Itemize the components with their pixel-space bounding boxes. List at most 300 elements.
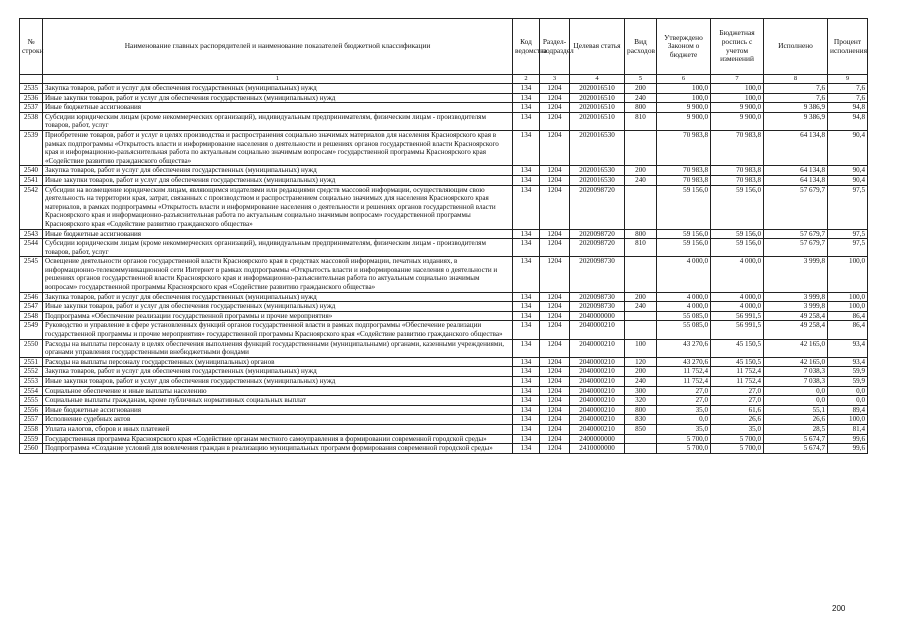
row-number: 2557 <box>20 415 43 425</box>
percent-cell: 100,0 <box>828 292 868 302</box>
row-number: 2560 <box>20 444 43 454</box>
section-cell: 1204 <box>540 405 570 415</box>
executed-amount-cell: 9 386,9 <box>764 103 828 113</box>
target-article-cell: 2040000210 <box>570 367 625 377</box>
row-number: 2558 <box>20 424 43 434</box>
percent-cell: 0,0 <box>828 396 868 406</box>
expense-type-cell: 800 <box>625 229 657 239</box>
executed-amount-cell: 0,0 <box>764 386 828 396</box>
table-row <box>20 396 868 406</box>
expense-type-cell: 850 <box>625 424 657 434</box>
budget-list-amount-cell: 56 991,5 <box>711 321 764 339</box>
budget-list-amount-cell: 11 752,4 <box>711 377 764 387</box>
executed-amount-cell: 57 679,7 <box>764 229 828 239</box>
section-cell: 1204 <box>540 112 570 130</box>
percent-cell: 90,4 <box>828 130 868 165</box>
row-number: 2556 <box>20 405 43 415</box>
row-number: 2553 <box>20 377 43 387</box>
section-cell: 1204 <box>540 103 570 113</box>
executed-amount-cell: 5 674,7 <box>764 434 828 444</box>
target-article-cell: 2040000210 <box>570 405 625 415</box>
approved-amount-cell: 59 156,0 <box>657 185 711 229</box>
table-row <box>20 84 868 94</box>
table-row <box>20 239 868 257</box>
dept-code-cell: 134 <box>513 239 540 257</box>
section-cell: 1204 <box>540 93 570 103</box>
approved-amount-cell: 70 983,8 <box>657 130 711 165</box>
target-article-cell: 2020016510 <box>570 112 625 130</box>
header-percent: Процент исполнения <box>828 19 868 75</box>
row-number: 2536 <box>20 93 43 103</box>
table-row <box>20 321 868 339</box>
budget-list-amount-cell: 9 900,0 <box>711 103 764 113</box>
row-name: Исполнение судебных актов <box>43 415 513 425</box>
table-row <box>20 357 868 367</box>
table-row <box>20 175 868 185</box>
approved-amount-cell: 27,0 <box>657 386 711 396</box>
dept-code-cell: 134 <box>513 257 540 292</box>
table-row <box>20 339 868 357</box>
executed-amount-cell: 7,6 <box>764 93 828 103</box>
table-row <box>20 311 868 321</box>
budget-list-amount-cell: 70 983,8 <box>711 130 764 165</box>
budget-list-amount-cell: 4 000,0 <box>711 257 764 292</box>
section-cell: 1204 <box>540 396 570 406</box>
section-cell: 1204 <box>540 415 570 425</box>
row-name: Государственная программа Красноярского края «Содействие органам местного самоуправления в формировании современной городской среды» <box>43 434 513 444</box>
row-name: Подпрограмма «Создание условий для вовлечения граждан в реализацию муниципальных программ формирования современной городской среды» <box>43 444 513 454</box>
approved-amount-cell: 11 752,4 <box>657 377 711 387</box>
executed-amount-cell: 28,5 <box>764 424 828 434</box>
target-article-cell: 2020016510 <box>570 103 625 113</box>
column-number-row <box>20 75 868 84</box>
approved-amount-cell: 43 270,6 <box>657 339 711 357</box>
expense-type-cell: 810 <box>625 112 657 130</box>
row-name: Иные закупки товаров, работ и услуг для обеспечения государственных (муниципальных) нужд <box>43 93 513 103</box>
section-cell: 1204 <box>540 229 570 239</box>
table-row <box>20 377 868 387</box>
section-cell: 1204 <box>540 367 570 377</box>
table-row <box>20 166 868 176</box>
table-row <box>20 444 868 454</box>
row-number: 2559 <box>20 434 43 444</box>
target-article-cell: 2020098730 <box>570 257 625 292</box>
target-article-cell: 2400000000 <box>570 434 625 444</box>
executed-amount-cell: 64 134,8 <box>764 166 828 176</box>
row-number: 2549 <box>20 321 43 339</box>
budget-list-amount-cell: 35,0 <box>711 424 764 434</box>
header-section: Раздел-подраздел <box>540 19 570 75</box>
row-number: 2535 <box>20 84 43 94</box>
target-article-cell: 2040000210 <box>570 424 625 434</box>
approved-amount-cell: 43 270,6 <box>657 357 711 367</box>
section-cell: 1204 <box>540 130 570 165</box>
target-article-cell: 2040000210 <box>570 377 625 387</box>
target-article-cell: 2020016510 <box>570 84 625 94</box>
row-name: Освещение деятельности органов государственной власти Красноярского края в средствах массовой информации, печатных изданиях, в информационно-телекоммуникационной сети Интернет в рамках подпрограммы «Открытость власти и информирование населения о деятельности и решениях органов государственной власти Красноярского края и информационно-разъяснительная работа по актуальным социально значимым вопросам» государственной программы Красноярского края «Содействие развитию гражданского общества» <box>43 257 513 292</box>
header-budget-list: Бюджетная роспись с учетом изменений <box>711 19 764 75</box>
percent-cell: 100,0 <box>828 415 868 425</box>
table-row <box>20 185 868 229</box>
executed-amount-cell: 0,0 <box>764 396 828 406</box>
executed-amount-cell: 49 258,4 <box>764 321 828 339</box>
expense-type-cell: 240 <box>625 175 657 185</box>
dept-code-cell: 134 <box>513 357 540 367</box>
approved-amount-cell: 100,0 <box>657 84 711 94</box>
row-name: Закупка товаров, работ и услуг для обеспечения государственных (муниципальных) нужд <box>43 367 513 377</box>
section-cell: 1204 <box>540 444 570 454</box>
expense-type-cell: 240 <box>625 302 657 312</box>
dept-code-cell: 134 <box>513 175 540 185</box>
percent-cell: 86,4 <box>828 311 868 321</box>
target-article-cell: 2040000210 <box>570 321 625 339</box>
row-number: 2538 <box>20 112 43 130</box>
row-name: Субсидии юридическим лицам (кроме некоммерческих организаций), индивидуальным предпринимателям, физическим лицам - производителям товаров, работ, услуг <box>43 112 513 130</box>
budget-list-amount-cell: 9 900,0 <box>711 112 764 130</box>
expense-type-cell: 200 <box>625 166 657 176</box>
dept-code-cell: 134 <box>513 311 540 321</box>
budget-list-amount-cell: 59 156,0 <box>711 239 764 257</box>
row-name: Иные бюджетные ассигнования <box>43 229 513 239</box>
percent-cell: 93,4 <box>828 339 868 357</box>
approved-amount-cell: 55 085,0 <box>657 311 711 321</box>
executed-amount-cell: 3 999,8 <box>764 302 828 312</box>
target-article-cell: 2040000000 <box>570 311 625 321</box>
table-row <box>20 257 868 292</box>
section-cell: 1204 <box>540 185 570 229</box>
row-name: Расходы на выплаты персоналу в целях обеспечения выполнения функций государственными (муниципальными) органами, казенными учреждениями, органами управления государственными внебюджетными фондами <box>43 339 513 357</box>
percent-cell: 99,6 <box>828 444 868 454</box>
row-number: 2539 <box>20 130 43 165</box>
dept-code-cell: 134 <box>513 130 540 165</box>
dept-code-cell: 134 <box>513 166 540 176</box>
column-number: 5 <box>625 75 657 84</box>
percent-cell: 94,8 <box>828 112 868 130</box>
row-number: 2546 <box>20 292 43 302</box>
executed-amount-cell: 57 679,7 <box>764 185 828 229</box>
row-name: Закупка товаров, работ и услуг для обеспечения государственных (муниципальных) нужд <box>43 166 513 176</box>
dept-code-cell: 134 <box>513 93 540 103</box>
expense-type-cell: 800 <box>625 405 657 415</box>
percent-cell: 89,4 <box>828 405 868 415</box>
row-number: 2537 <box>20 103 43 113</box>
row-number: 2555 <box>20 396 43 406</box>
column-number: 4 <box>570 75 625 84</box>
section-cell: 1204 <box>540 377 570 387</box>
approved-amount-cell: 35,0 <box>657 424 711 434</box>
budget-list-amount-cell: 61,6 <box>711 405 764 415</box>
budget-list-amount-cell: 5 700,0 <box>711 434 764 444</box>
expense-type-cell <box>625 130 657 165</box>
expense-type-cell <box>625 321 657 339</box>
expense-type-cell: 830 <box>625 415 657 425</box>
row-name: Иные бюджетные ассигнования <box>43 405 513 415</box>
expense-type-cell: 240 <box>625 377 657 387</box>
percent-cell: 100,0 <box>828 257 868 292</box>
dept-code-cell: 134 <box>513 229 540 239</box>
expense-type-cell: 120 <box>625 357 657 367</box>
expense-type-cell: 240 <box>625 93 657 103</box>
budget-list-amount-cell: 70 983,8 <box>711 175 764 185</box>
table-row <box>20 367 868 377</box>
percent-cell: 7,6 <box>828 84 868 94</box>
percent-cell: 7,6 <box>828 93 868 103</box>
row-number: 2554 <box>20 386 43 396</box>
row-number: 2541 <box>20 175 43 185</box>
approved-amount-cell: 100,0 <box>657 93 711 103</box>
row-number: 2547 <box>20 302 43 312</box>
percent-cell: 97,5 <box>828 185 868 229</box>
budget-list-amount-cell: 100,0 <box>711 84 764 94</box>
executed-amount-cell: 42 165,0 <box>764 357 828 367</box>
header-expense-type: Вид расходов <box>625 19 657 75</box>
dept-code-cell: 134 <box>513 434 540 444</box>
percent-cell: 100,0 <box>828 302 868 312</box>
percent-cell: 94,8 <box>828 103 868 113</box>
column-number: 6 <box>657 75 711 84</box>
row-number: 2542 <box>20 185 43 229</box>
row-name: Закупка товаров, работ и услуг для обеспечения государственных (муниципальных) нужд <box>43 84 513 94</box>
executed-amount-cell: 7,6 <box>764 84 828 94</box>
executed-amount-cell: 64 134,8 <box>764 175 828 185</box>
expense-type-cell <box>625 434 657 444</box>
dept-code-cell: 134 <box>513 377 540 387</box>
budget-list-amount-cell: 70 983,8 <box>711 166 764 176</box>
table-row <box>20 130 868 165</box>
target-article-cell: 2020016510 <box>570 93 625 103</box>
row-name: Подпрограмма «Обеспечение реализации государственной программы и прочие мероприятия» <box>43 311 513 321</box>
expense-type-cell <box>625 185 657 229</box>
dept-code-cell: 134 <box>513 292 540 302</box>
percent-cell: 59,9 <box>828 377 868 387</box>
budget-list-amount-cell: 11 752,4 <box>711 367 764 377</box>
section-cell: 1204 <box>540 424 570 434</box>
budget-list-amount-cell: 4 000,0 <box>711 292 764 302</box>
percent-cell: 0,0 <box>828 386 868 396</box>
approved-amount-cell: 59 156,0 <box>657 239 711 257</box>
budget-list-amount-cell: 27,0 <box>711 386 764 396</box>
column-number: 8 <box>764 75 828 84</box>
row-number: 2540 <box>20 166 43 176</box>
target-article-cell: 2040000210 <box>570 396 625 406</box>
section-cell: 1204 <box>540 311 570 321</box>
expense-type-cell: 200 <box>625 367 657 377</box>
expense-type-cell: 100 <box>625 339 657 357</box>
dept-code-cell: 134 <box>513 424 540 434</box>
table-row <box>20 434 868 444</box>
section-cell: 1204 <box>540 321 570 339</box>
budget-list-amount-cell: 56 991,5 <box>711 311 764 321</box>
row-name: Приобретение товаров, работ и услуг в целях производства и распространения социально значимых материалов для населения Красноярского края в рамках подпрограммы «Открытость власти и информирование населения о деятельности и решениях органов государственной власти Красноярского края и информационно-разъяснительная работа по актуальным социально значимым вопросам» государственной программы Красноярского края «Содействие развитию гражданского общества» <box>43 130 513 165</box>
section-cell: 1204 <box>540 357 570 367</box>
section-cell: 1204 <box>540 175 570 185</box>
target-article-cell: 2020016530 <box>570 130 625 165</box>
row-name: Социальное обеспечение и иные выплаты населению <box>43 386 513 396</box>
approved-amount-cell: 4 000,0 <box>657 257 711 292</box>
budget-list-amount-cell: 4 000,0 <box>711 302 764 312</box>
section-cell: 1204 <box>540 292 570 302</box>
approved-amount-cell: 35,0 <box>657 405 711 415</box>
budget-execution-table <box>19 18 868 454</box>
row-number: 2552 <box>20 367 43 377</box>
column-number: 7 <box>711 75 764 84</box>
budget-list-amount-cell: 45 150,5 <box>711 339 764 357</box>
approved-amount-cell: 55 085,0 <box>657 321 711 339</box>
target-article-cell: 2020016530 <box>570 166 625 176</box>
dept-code-cell: 134 <box>513 321 540 339</box>
target-article-cell: 2040000210 <box>570 339 625 357</box>
row-number: 2543 <box>20 229 43 239</box>
percent-cell: 97,5 <box>828 229 868 239</box>
percent-cell: 99,6 <box>828 434 868 444</box>
expense-type-cell: 200 <box>625 84 657 94</box>
row-name: Иные закупки товаров, работ и услуг для обеспечения государственных (муниципальных) нужд <box>43 175 513 185</box>
percent-cell: 86,4 <box>828 321 868 339</box>
approved-amount-cell: 0,0 <box>657 415 711 425</box>
target-article-cell: 2020016530 <box>570 175 625 185</box>
approved-amount-cell: 59 156,0 <box>657 229 711 239</box>
row-name: Социальные выплаты гражданам, кроме публичных нормативных социальных выплат <box>43 396 513 406</box>
dept-code-cell: 134 <box>513 386 540 396</box>
executed-amount-cell: 5 674,7 <box>764 444 828 454</box>
section-cell: 1204 <box>540 239 570 257</box>
target-article-cell: 2040000210 <box>570 357 625 367</box>
target-article-cell: 2410000000 <box>570 444 625 454</box>
row-number: 2550 <box>20 339 43 357</box>
approved-amount-cell: 4 000,0 <box>657 302 711 312</box>
table-row <box>20 302 868 312</box>
row-name: Иные закупки товаров, работ и услуг для обеспечения государственных (муниципальных) нужд <box>43 302 513 312</box>
header-target: Целевая статья <box>570 19 625 75</box>
expense-type-cell: 320 <box>625 396 657 406</box>
row-name: Иные бюджетные ассигнования <box>43 103 513 113</box>
budget-list-amount-cell: 27,0 <box>711 396 764 406</box>
table-row <box>20 292 868 302</box>
table-row <box>20 405 868 415</box>
expense-type-cell <box>625 444 657 454</box>
page-number: 200 <box>832 604 846 613</box>
header-executed: Исполнено <box>764 19 828 75</box>
target-article-cell: 2020098730 <box>570 302 625 312</box>
approved-amount-cell: 11 752,4 <box>657 367 711 377</box>
dept-code-cell: 134 <box>513 112 540 130</box>
executed-amount-cell: 42 165,0 <box>764 339 828 357</box>
target-article-cell: 2040000210 <box>570 386 625 396</box>
executed-amount-cell: 3 999,8 <box>764 257 828 292</box>
approved-amount-cell: 70 983,8 <box>657 166 711 176</box>
section-cell: 1204 <box>540 257 570 292</box>
table-row <box>20 93 868 103</box>
row-name: Закупка товаров, работ и услуг для обеспечения государственных (муниципальных) нужд <box>43 292 513 302</box>
dept-code-cell: 134 <box>513 302 540 312</box>
percent-cell: 90,4 <box>828 175 868 185</box>
header-row <box>20 19 868 75</box>
row-name: Иные закупки товаров, работ и услуг для обеспечения государственных (муниципальных) нужд <box>43 377 513 387</box>
executed-amount-cell: 26,6 <box>764 415 828 425</box>
expense-type-cell: 800 <box>625 103 657 113</box>
section-cell: 1204 <box>540 434 570 444</box>
row-name: Руководство и управление в сфере установленных функций органов государственной власти в рамках подпрограммы «Обеспечение реализации государственной программы и прочие мероприятия» государственной программы Красноярского края «Содействие развитию гражданского общества» <box>43 321 513 339</box>
column-number <box>20 75 43 84</box>
percent-cell: 59,9 <box>828 367 868 377</box>
approved-amount-cell: 5 700,0 <box>657 434 711 444</box>
expense-type-cell <box>625 311 657 321</box>
dept-code-cell: 134 <box>513 444 540 454</box>
row-name: Субсидии на возмещение юридическим лицам, являющимся издателями или редакциями средств массовой информации, осуществляющим свою деятельность на территории края, затрат, связанных с производством и распространением социально значимых для населения Красноярского края материалов, в рамках подпрограммы «Открытость власти и информирование населения о деятельности и решениях органов государственной власти Красноярского края и информационно-разъяснительная работа по актуальным социально значимым вопросам» государственной программы Красноярского края «Содействие развитию гражданского общества» <box>43 185 513 229</box>
approved-amount-cell: 5 700,0 <box>657 444 711 454</box>
approved-amount-cell: 9 900,0 <box>657 112 711 130</box>
section-cell: 1204 <box>540 386 570 396</box>
table-row <box>20 386 868 396</box>
dept-code-cell: 134 <box>513 396 540 406</box>
percent-cell: 97,5 <box>828 239 868 257</box>
dept-code-cell: 134 <box>513 415 540 425</box>
executed-amount-cell: 7 038,3 <box>764 367 828 377</box>
percent-cell: 81,4 <box>828 424 868 434</box>
percent-cell: 90,4 <box>828 166 868 176</box>
approved-amount-cell: 70 983,8 <box>657 175 711 185</box>
budget-list-amount-cell: 59 156,0 <box>711 229 764 239</box>
table-row <box>20 424 868 434</box>
target-article-cell: 2040000210 <box>570 415 625 425</box>
executed-amount-cell: 9 386,9 <box>764 112 828 130</box>
header-dept-code: Код ведомства <box>513 19 540 75</box>
executed-amount-cell: 64 134,8 <box>764 130 828 165</box>
budget-list-amount-cell: 26,6 <box>711 415 764 425</box>
row-name: Расходы на выплаты персоналу государственных (муниципальных) органов <box>43 357 513 367</box>
dept-code-cell: 134 <box>513 367 540 377</box>
column-number: 2 <box>513 75 540 84</box>
row-name: Субсидии юридическим лицам (кроме некоммерческих организаций), индивидуальным предпринимателям, физическим лицам - производителям товаров, работ, услуг <box>43 239 513 257</box>
executed-amount-cell: 55,1 <box>764 405 828 415</box>
column-number: 3 <box>540 75 570 84</box>
budget-list-amount-cell: 100,0 <box>711 93 764 103</box>
section-cell: 1204 <box>540 339 570 357</box>
budget-list-amount-cell: 45 150,5 <box>711 357 764 367</box>
expense-type-cell: 300 <box>625 386 657 396</box>
column-number: 1 <box>43 75 513 84</box>
dept-code-cell: 134 <box>513 339 540 357</box>
section-cell: 1204 <box>540 84 570 94</box>
dept-code-cell: 134 <box>513 103 540 113</box>
row-name: Уплата налогов, сборов и иных платежей <box>43 424 513 434</box>
budget-list-amount-cell: 59 156,0 <box>711 185 764 229</box>
expense-type-cell: 810 <box>625 239 657 257</box>
row-number: 2548 <box>20 311 43 321</box>
expense-type-cell <box>625 257 657 292</box>
executed-amount-cell: 3 999,8 <box>764 292 828 302</box>
header-approved: Утверждено Законом о бюджете <box>657 19 711 75</box>
expense-type-cell: 200 <box>625 292 657 302</box>
row-number: 2551 <box>20 357 43 367</box>
table-row <box>20 112 868 130</box>
approved-amount-cell: 9 900,0 <box>657 103 711 113</box>
target-article-cell: 2020098720 <box>570 239 625 257</box>
header-name: Наименование главных распорядителей и наименование показателей бюджетной классификации <box>43 19 513 75</box>
dept-code-cell: 134 <box>513 84 540 94</box>
column-number: 9 <box>828 75 868 84</box>
dept-code-cell: 134 <box>513 185 540 229</box>
approved-amount-cell: 27,0 <box>657 396 711 406</box>
executed-amount-cell: 7 038,3 <box>764 377 828 387</box>
percent-cell: 93,4 <box>828 357 868 367</box>
approved-amount-cell: 4 000,0 <box>657 292 711 302</box>
table-row <box>20 415 868 425</box>
table-row <box>20 229 868 239</box>
row-number: 2545 <box>20 257 43 292</box>
budget-list-amount-cell: 5 700,0 <box>711 444 764 454</box>
executed-amount-cell: 49 258,4 <box>764 311 828 321</box>
